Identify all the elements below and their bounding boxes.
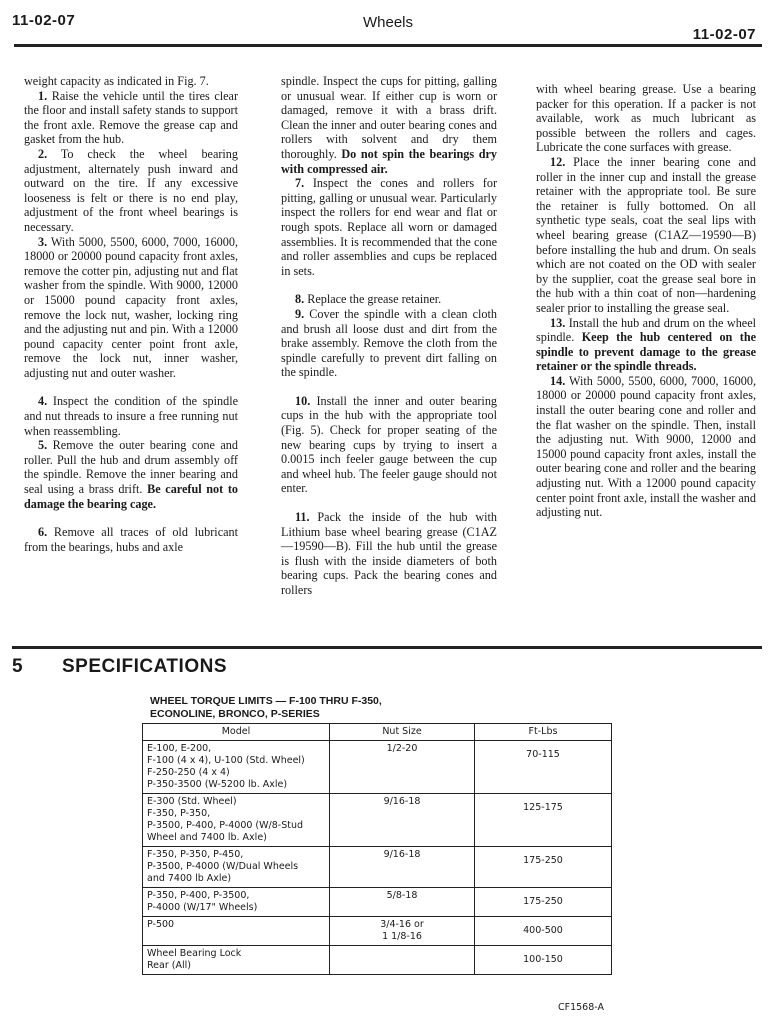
page-header: [0, 0, 776, 48]
table-caption-line-2: ECONOLINE, BRONCO, P-SERIES: [150, 708, 320, 720]
nut-size-cell: 3/4-16 or 1 1/8-16: [330, 917, 475, 946]
ft-lbs-cell: 400-500: [475, 917, 612, 946]
step-6: 6. Remove all traces of old lubricant from the bearings, hubs and axle: [24, 525, 238, 554]
page-number-left: 11-02-07: [12, 12, 76, 29]
model-cell: P-500: [143, 917, 330, 946]
table-row: [143, 741, 612, 794]
model-cell: F-350, P-350, P-450, P-3500, P-4000 (W/Dual Wheels and 7400 lb Axle): [143, 847, 330, 888]
section-title: SPECIFICATIONS: [62, 656, 227, 677]
table-caption: [150, 695, 382, 721]
table-header-row: [143, 724, 612, 741]
table-row: [143, 917, 612, 946]
ft-lbs-cell: 175-250: [475, 888, 612, 917]
model-cell: E-300 (Std. Wheel) F-350, P-350, P-3500, P-400, P-4000 (W/8-Stud Wheel and 7400 lb. Axle): [143, 794, 330, 847]
table-row: [143, 794, 612, 847]
nut-size-cell: 9/16-18: [330, 847, 475, 888]
step-11: 11. Pack the inside of the hub with Lithium base wheel bearing grease (C1AZ—19590—B). Fill the hub until the grease is flush with the inside diameters of both bearing cups. Pack the bearing cones and rollers: [281, 510, 498, 597]
model-cell: Wheel Bearing Lock Rear (All): [143, 946, 330, 975]
table-row: [143, 888, 612, 917]
column-header-model: Model: [143, 724, 330, 741]
table-row: [143, 946, 612, 975]
step-10: 10. Install the inner and outer bearing cups in the hub with the appropriate tool (Fig. 5). Check for proper seating of the new bearing cups by trying to insert a 0.0015 inch feeler gauge between the cup and wheel hub. The feeler gauge should not enter.: [281, 393, 498, 496]
model-cell: P-350, P-400, P-3500, P-4000 (W/17" Wheels): [143, 888, 330, 917]
ft-lbs-cell: 175-250: [475, 847, 612, 888]
nut-size-cell: 5/8-18: [330, 888, 475, 917]
table-row: [143, 847, 612, 888]
step-7: 7. Inspect the cones and rollers for pitting, galling or unusual wear. Particularly inspect the rollers for end wear and flat or rough spots. Replace all worn or damaged assemblies. It is recommended that the cone and roller assemblies and cups be replaced in sets.: [281, 176, 498, 278]
column-header-nut-size: Nut Size: [330, 724, 475, 741]
step-4: 4. Inspect the condition of the spindle and nut threads to insure a free running nut when reassembling.: [24, 394, 238, 438]
step-14: 14. With 5000, 5500, 6000, 7000, 16000, 18000 or 20000 pound capacity front axles, install the outer bearing cone and roller and the flat washer on the spindle. Then, install the adjusting nut. With 9000, 12000 and 15000 pound capacity front axles, install the outer bearing cone and roller and the bearing adjusting nut. With a 12000 pound capacity center point front axle, install the washer and adjusting nut.: [536, 373, 756, 520]
step-3: 3. With 5000, 5500, 6000, 7000, 16000, 18000 or 20000 pound capacity front axles, remove the cotter pin, adjusting nut and flat washer from the spindle. With 9000, 12000 or 15000 pound capacity front axles, remove the lock nut, washer, locking ring and the adjusting nut and pin. With a 12000 pound capacity center point front axle, remove the lock nut, inner washer, adjusting nut and outer washer.: [24, 234, 238, 380]
paragraph: spindle. Inspect the cups for pitting, galling or unusual wear. If either cup is worn or damaged, remove it with a brass drift. Clean the inner and outer bearing cones and rollers with solvent and dry them thoroughly. Do not spin the bearings dry with compressed air.: [281, 74, 498, 176]
step-1: 1. Raise the vehicle until the tires clear the floor and install safety stands to support the front axle. Remove the grease cap and gasket from the hub.: [24, 88, 238, 147]
step-2: 2. To check the wheel bearing adjustment, alternately push inward and outward on the tire. If any excessive looseness is felt or there is no end play, adjustment of the front wheel bearings is necessary.: [24, 146, 238, 234]
step-5: 5. Remove the outer bearing cone and roller. Pull the hub and drum assembly off the spindle. Remove the inner bearing and seal using a brass drift. Be careful not to damage the bearing cage.: [24, 438, 238, 511]
paragraph: with wheel bearing grease. Use a bearing packer for this operation. If a packer is not available, work as much lubricant as possible between the rollers and cages. Lubricate the cone surfaces with grease.: [536, 82, 756, 155]
step-9: 9. Cover the spindle with a clean cloth and brush all loose dust and dirt from the brake assembly. Remove the cloth from the spindle carefully to prevent dirt falling on the spindle.: [281, 306, 497, 380]
model-cell: E-100, E-200, F-100 (4 x 4), U-100 (Std. Wheel) F-250-250 (4 x 4) P-350-3500 (W-5200 lb. Axle): [143, 741, 330, 794]
paragraph: weight capacity as indicated in Fig. 7.: [24, 74, 209, 88]
text-column-2: [281, 74, 497, 598]
section-rule: [12, 646, 762, 649]
ft-lbs-cell: 100-150: [475, 946, 612, 975]
step-13: 13. Install the hub and drum on the wheel spindle. Keep the hub centered on the spindle to prevent damage to the grease retainer or the spindle threads.: [536, 315, 757, 374]
ft-lbs-cell: 125-175: [475, 794, 612, 847]
wheel-torque-table: [142, 723, 612, 975]
column-header-ft-lbs: Ft-Lbs: [475, 724, 612, 741]
step-8: 8. Replace the grease retainer.: [295, 292, 442, 307]
text-column-1: [24, 74, 238, 554]
header-rule: [14, 44, 762, 47]
step-12: 12. Place the inner bearing cone and roller in the inner cup and install the grease retainer with the appropriate tool. Be sure the retainer is fully bottomed. On all synthetic type seals, coat the seal lips with wheel bearing grease (C1AZ—19590—B) before installing the hub and drum. On seals which are not coated on the OD with sealer by the supplier, coat the grease seal bore in the hub with a thin coat of non—hardening sealer prior to installing the grease seal.: [536, 154, 756, 315]
nut-size-cell: [330, 946, 475, 975]
text-column-3: [536, 82, 756, 520]
nut-size-cell: 9/16-18: [330, 794, 475, 847]
nut-size-cell: 1/2-20: [330, 741, 475, 794]
page-title: Wheels: [362, 14, 414, 31]
figure-code: CF1568-A: [558, 1002, 604, 1013]
ft-lbs-cell: 70-115: [475, 741, 612, 794]
page-number-right: 11-02-07: [692, 26, 756, 43]
section-number: 5: [12, 656, 23, 677]
table-caption-line-1: WHEEL TORQUE LIMITS — F-100 THRU F-350,: [150, 695, 382, 707]
